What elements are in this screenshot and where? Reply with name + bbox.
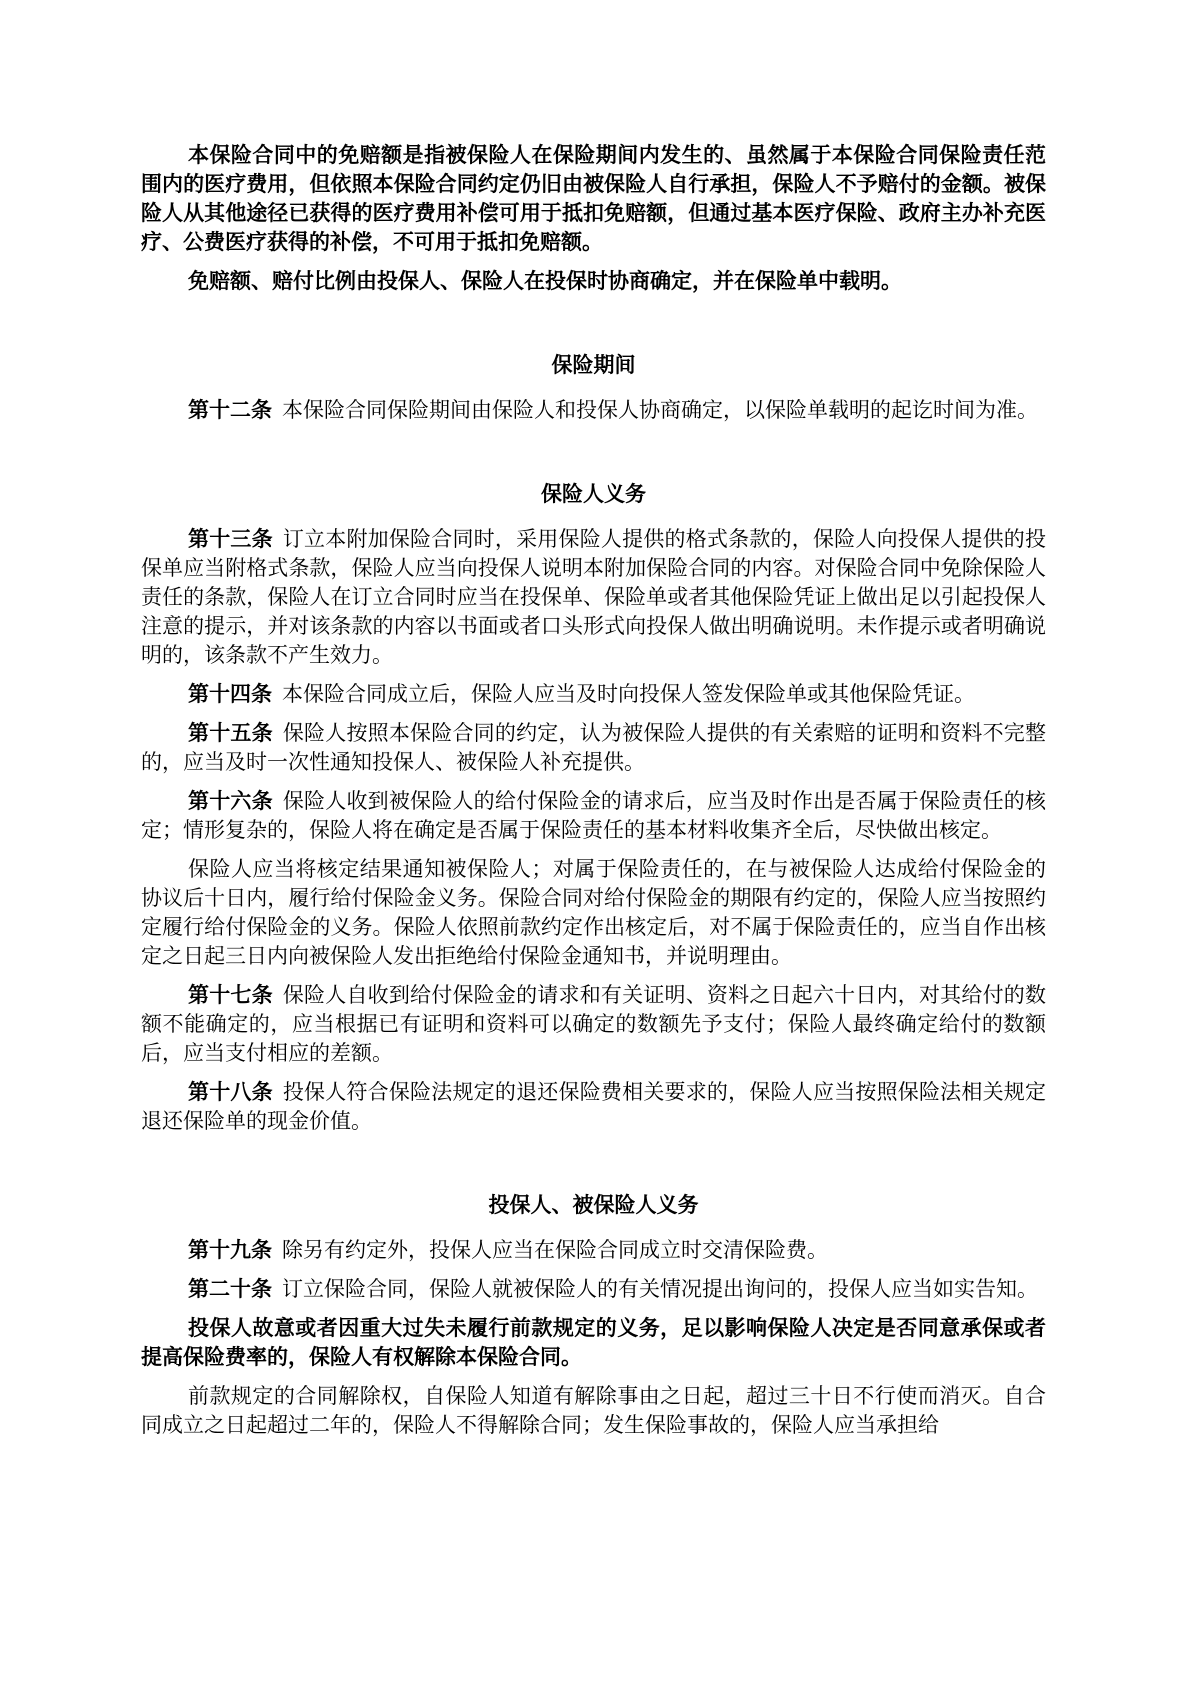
deductible-definition-paragraph: 本保险合同中的免赔额是指被保险人在保险期间内发生的、虽然属于本保险合同保险责任范围内的医疗费用，但依照本保险合同约定仍旧由被保险人自行承担，保险人不予赔付的金额。被保险人从其他途径已获得的医疗费用补偿可用于抵扣免赔额，但通过基本医疗保险、政府主办补充医疗、公费医疗获得的补偿，不可用于抵扣免赔额。 — [141, 143, 1046, 254]
article-19-text: 除另有约定外，投保人应当在保险合同成立时交清保险费。 — [282, 1238, 828, 1262]
rescission-right-paragraph: 投保人故意或者因重大过失未履行前款规定的义务，足以影响保险人决定是否同意承保或者提高保险费率的，保险人有权解除本保险合同。 — [141, 1316, 1046, 1369]
article-14-paragraph — [141, 680, 1046, 709]
article-20-number: 第二十条 — [188, 1277, 272, 1301]
article-20-text: 订立保险合同，保险人就被保险人的有关情况提出询问的，投保人应当如实告知。 — [282, 1277, 1038, 1301]
section-heading-insurer-obligations: 保险人义务 — [541, 482, 646, 506]
article-18-number: 第十八条 — [188, 1080, 273, 1104]
article-18-text: 投保人符合保险法规定的退还保险费相关要求的，保险人应当按照保险法相关规定退还保险单的现金价值。 — [141, 1080, 1047, 1133]
article-12-text: 本保险合同保险期间由保险人和投保人协商确定，以保险单载明的起讫时间为准。 — [282, 398, 1038, 422]
assessment-notification-paragraph: 保险人应当将核定结果通知被保险人；对属于保险责任的，在与被保险人达成给付保险金的协议后十日内，履行给付保险金义务。保险合同对给付保险金的期限有约定的，保险人应当按照约定履行给付保险金的义务。保险人依照前款约定作出核定后，对不属于保险责任的，应当自作出核定之日起三日内向被保险人发出拒绝给付保险金通知书，并说明理由。 — [141, 857, 1046, 968]
article-19-number: 第十九条 — [188, 1238, 272, 1262]
article-14-text: 本保险合同成立后，保险人应当及时向投保人签发保险单或其他保险凭证。 — [282, 682, 975, 706]
article-13-text: 订立本附加保险合同时，采用保险人提供的格式条款的，保险人向投保人提供的投保单应当附格式条款，保险人应当向投保人说明本附加保险合同的内容。对保险合同中免除保险人责任的条款，保险人在订立合同时应当在投保单、保险单或者其他保险凭证上做出足以引起投保人注意的提示，并对该条款的内容以书面或者口头形式向投保人做出明确说明。未作提示或者明确说明的，该条款不产生效力。 — [141, 527, 1047, 667]
article-12-number: 第十二条 — [188, 398, 272, 422]
article-15-text: 保险人按照本保险合同的约定，认为被保险人提供的有关索赔的证明和资料不完整的，应当及时一次性通知投保人、被保险人补充提供。 — [141, 721, 1047, 774]
article-16-text: 保险人收到被保险人的给付保险金的请求后，应当及时作出是否属于保险责任的核定；情形复杂的，保险人将在确定是否属于保险责任的基本材料收集齐全后，尽快做出核定。 — [141, 789, 1047, 842]
article-17-paragraph — [141, 981, 1046, 1068]
deductible-ratio-paragraph: 免赔额、赔付比例由投保人、保险人在投保时协商确定，并在保险单中载明。 — [188, 269, 902, 293]
article-19-paragraph — [141, 1236, 1046, 1265]
article-16-paragraph — [141, 787, 1046, 845]
article-14-number: 第十四条 — [188, 682, 272, 706]
article-13-paragraph — [141, 525, 1046, 670]
article-15-paragraph — [141, 719, 1046, 777]
article-17-number: 第十七条 — [188, 983, 273, 1007]
article-13-number: 第十三条 — [188, 527, 273, 551]
rescission-time-limit-paragraph: 前款规定的合同解除权，自保险人知道有解除事由之日起，超过三十日不行使而消灭。自合同成立之日起超过二年的，保险人不得解除合同；发生保险事故的，保险人应当承担给 — [141, 1384, 1046, 1437]
article-16-number: 第十六条 — [188, 789, 273, 813]
article-20-paragraph — [141, 1275, 1046, 1304]
section-heading-policyholder-insured-obligations: 投保人、被保险人义务 — [488, 1193, 699, 1217]
article-18-paragraph — [141, 1078, 1046, 1136]
article-17-text: 保险人自收到给付保险金的请求和有关证明、资料之日起六十日内，对其给付的数额不能确定的，应当根据已有证明和资料可以确定的数额先予支付；保险人最终确定给付的数额后，应当支付相应的差额。 — [141, 983, 1047, 1065]
article-15-number: 第十五条 — [188, 721, 273, 745]
article-12-paragraph — [141, 396, 1046, 425]
section-heading-insurance-period: 保险期间 — [551, 353, 636, 377]
